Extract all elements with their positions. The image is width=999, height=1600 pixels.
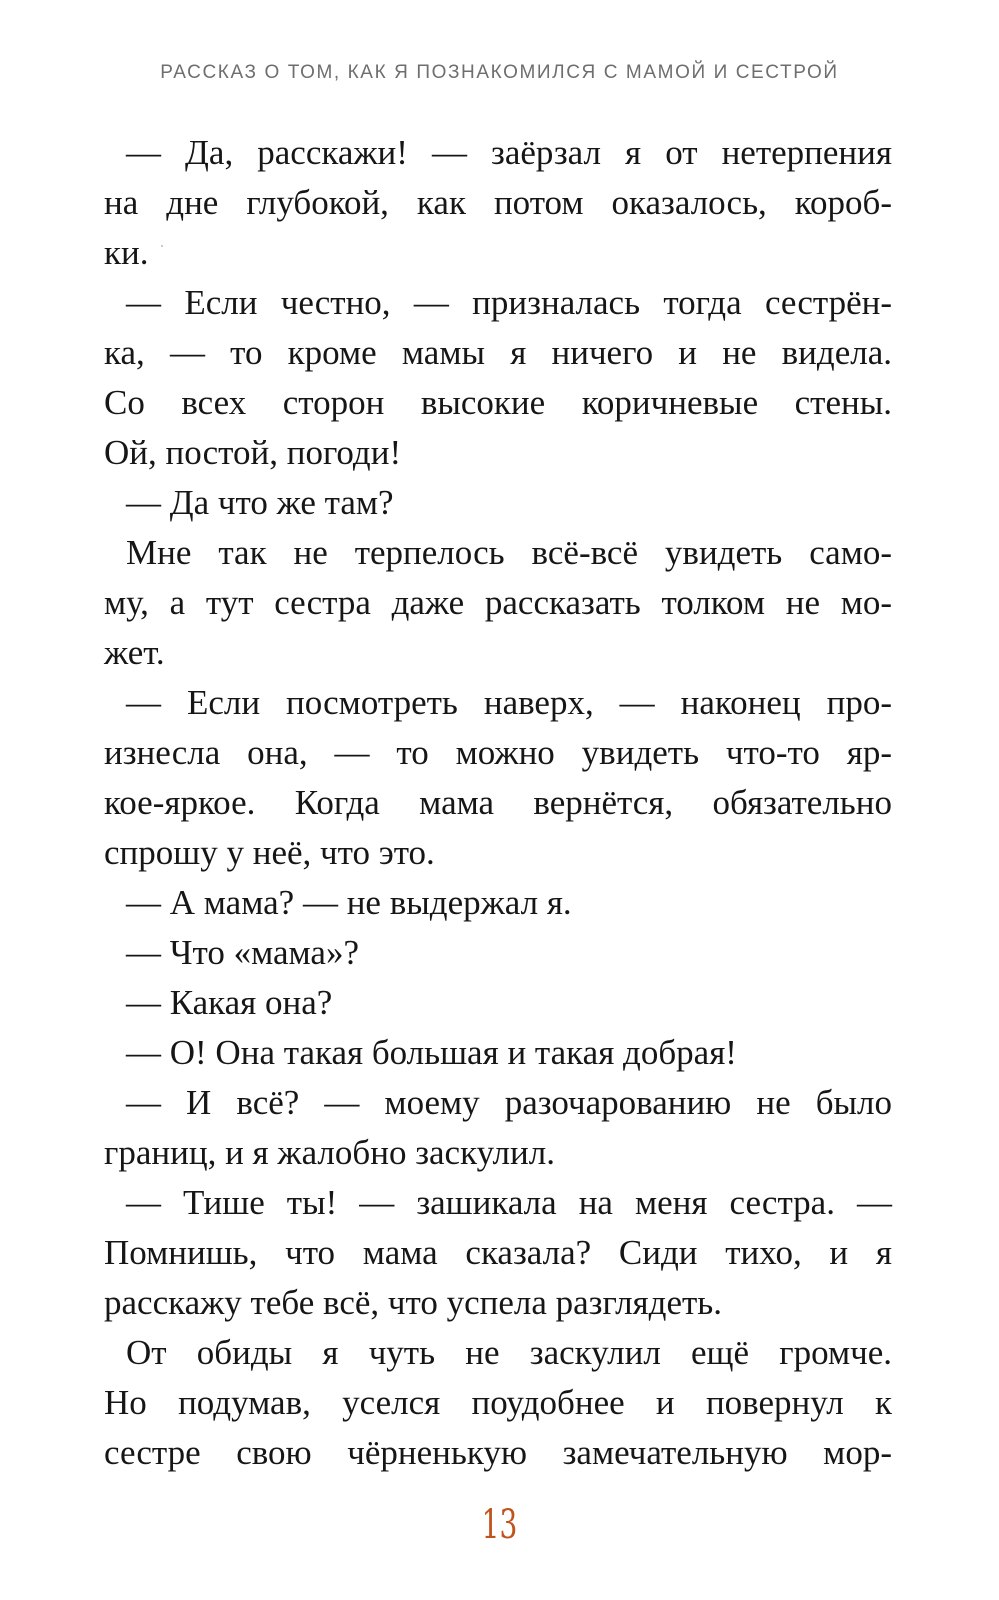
text-line: — И всё? — моему разочарованию не было — [126, 1083, 892, 1122]
text-line: От обиды я чуть не заскулил ещё громче. — [126, 1333, 892, 1372]
text-line: на дне глубокой, как потом оказалось, короб- — [104, 183, 892, 222]
text-line: расскажу тебе всё, что успела разглядеть. — [104, 1283, 722, 1322]
text-line: — Что «мама»? — [126, 933, 360, 972]
text-line: — Если посмотреть наверх, — наконец про- — [126, 683, 892, 722]
running-head: РАССКАЗ О ТОМ, КАК Я ПОЗНАКОМИЛСЯ С МАМОЙ И СЕСТРОЙ — [160, 62, 839, 83]
text-line: сестре свою чёрненькую замечательную мор- — [104, 1433, 892, 1472]
body-text — [104, 128, 892, 1478]
text-line: спрошу у неё, что это. — [104, 833, 435, 872]
text-line: кое-яркое. Когда мама вернётся, обязательно — [104, 783, 892, 822]
text-line: — О! Она такая большая и такая добрая! — [126, 1033, 737, 1072]
page-number: 13 — [481, 1502, 518, 1548]
text-line: жет. — [104, 633, 165, 672]
text-line: ка, — то кроме мамы я ничего и не видела. — [104, 333, 892, 372]
text-line: — Да что же там? — [126, 483, 394, 522]
text-line: — Какая она? — [126, 983, 333, 1022]
text-line: — Да, расскажи! — заёрзал я от нетерпения — [126, 133, 892, 172]
text-line: Мне так не терпелось всё-всё увидеть само- — [126, 533, 892, 572]
text-line: — Тише ты! — зашикала на меня сестра. — — [126, 1183, 892, 1222]
text-line: Со всех сторон высокие коричневые стены. — [104, 383, 892, 422]
text-line: Помнишь, что мама сказала? Сиди тихо, и я — [104, 1233, 892, 1272]
text-line: — Если честно, — призналась тогда сестрён- — [126, 283, 892, 322]
text-line: ки. — [104, 233, 149, 272]
text-line: му, а тут сестра даже рассказать толком не мо- — [104, 583, 892, 622]
text-line: Ой, постой, погоди! — [104, 433, 402, 472]
text-line: границ, и я жалобно заскулил. — [104, 1133, 555, 1172]
text-line: изнесла она, — то можно увидеть что-то яр- — [104, 733, 892, 772]
text-line: Но подумав, уселся поудобнее и повернул к — [104, 1383, 892, 1422]
text-line: — А мама? — не выдержал я. — [126, 883, 572, 922]
